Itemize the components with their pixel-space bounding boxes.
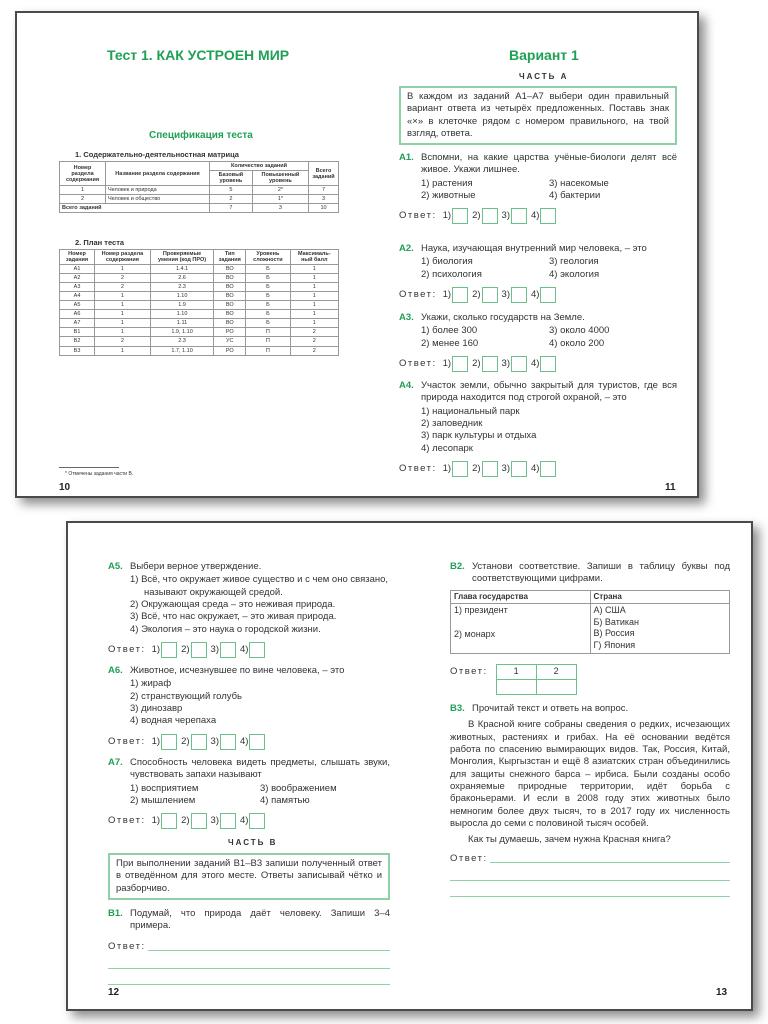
cell: А3	[60, 283, 95, 292]
cell: РО	[214, 328, 246, 337]
cell: 1.4.1	[150, 265, 214, 274]
option: 2) мышлением	[130, 795, 196, 807]
table-total-row	[60, 204, 339, 213]
answer-line-2[interactable]	[108, 968, 390, 969]
option: 4) экология	[549, 268, 600, 280]
question-number: А1.	[399, 152, 414, 163]
option: 4) бактерии	[549, 190, 601, 202]
answer-label: Ответ:	[399, 210, 437, 222]
question-number: А5.	[108, 561, 123, 572]
cell: А6	[60, 310, 95, 319]
answer-checkbox-4[interactable]	[249, 813, 265, 829]
cell: Человек и общество	[106, 195, 210, 204]
answer-checkbox-4[interactable]	[540, 461, 556, 477]
table-row	[60, 265, 339, 274]
table-row	[60, 283, 339, 292]
cell: 1	[290, 265, 338, 274]
answer-label: Ответ:	[399, 462, 437, 474]
cell: В3	[60, 346, 95, 355]
option-num: 1)	[442, 357, 452, 369]
option-num: 4)	[240, 643, 249, 655]
question-b3	[450, 703, 730, 897]
th-total: Всего заданий	[309, 162, 339, 186]
cell: Б	[246, 319, 290, 328]
option-num: 4)	[531, 288, 540, 300]
option-num: 1)	[442, 288, 452, 300]
option: 2) психология	[421, 268, 482, 280]
option-num: 3)	[501, 462, 510, 474]
question-a6	[108, 665, 390, 750]
cell: Б	[246, 301, 290, 310]
cell: Б	[246, 310, 290, 319]
option-num: 4)	[531, 210, 540, 222]
option: 1) растения	[421, 177, 473, 189]
th: Максималь-ный балл	[290, 250, 338, 265]
question-text: Вспомни, на какие царства учёные-биологи делят всё живое. Укажи лишнее.	[421, 152, 677, 176]
cell: 2	[95, 274, 151, 283]
page-number-13: 13	[716, 987, 728, 998]
cell: В2	[60, 337, 95, 346]
cell: 1	[95, 292, 151, 301]
page-number-12: 12	[108, 987, 120, 998]
cell: 2*	[252, 186, 308, 195]
answer-line-2[interactable]	[450, 880, 730, 881]
th: Уровень сложности	[246, 250, 290, 265]
option: 4) водная черепаха	[130, 715, 217, 727]
option-num: 1)	[442, 462, 452, 474]
option-num: 2)	[472, 288, 481, 300]
answer-checkbox-2[interactable]	[191, 734, 207, 750]
option-num: 2)	[472, 357, 481, 369]
page-13	[440, 523, 740, 1009]
question-number: А7.	[108, 757, 123, 768]
option-num: 4)	[240, 815, 249, 827]
th-section-name: Название раздела содержания	[106, 162, 210, 186]
page-number-10: 10	[59, 482, 71, 493]
question-text: Подумай, что природа даёт человеку. Запиши 3–4 примера.	[130, 908, 390, 932]
cell: 1	[290, 301, 338, 310]
answer-row-a7	[108, 813, 390, 829]
cell: ВО	[214, 283, 246, 292]
th-basic: Базовый уровень	[210, 171, 253, 186]
option: 1) более 300	[421, 325, 478, 337]
option: 4) около 200	[549, 337, 605, 349]
cell: 2.3	[150, 337, 214, 346]
answer-line-1[interactable]	[490, 862, 730, 863]
option: 4) Экология – это наука о городской жизни.	[130, 623, 321, 635]
answer-line-row	[108, 941, 390, 953]
cell: В1	[60, 328, 95, 337]
table-row	[60, 186, 339, 195]
match-item: 2) монарх	[454, 628, 496, 639]
answer-checkbox-1[interactable]	[452, 208, 468, 224]
cell: 2	[95, 283, 151, 292]
answer-checkbox-4[interactable]	[540, 287, 556, 303]
option-num: 1)	[151, 643, 161, 655]
cell: 2.3	[150, 283, 214, 292]
cell: 1.7, 1.10	[150, 346, 214, 355]
answer-checkbox-2[interactable]	[482, 461, 498, 477]
answer-checkbox-2[interactable]	[191, 813, 207, 829]
answer-label: Ответ:	[450, 665, 488, 677]
option: 4) лесопарк	[421, 442, 473, 454]
option: 3) около 4000	[549, 325, 610, 337]
question-a3	[399, 312, 677, 372]
answer-checkbox-1[interactable]	[452, 461, 468, 477]
question-number: В3.	[450, 703, 465, 714]
th-country: Страна	[590, 590, 730, 603]
option: 2) менее 160	[421, 337, 479, 349]
match-item: Г) Япония	[593, 640, 636, 651]
option: 1) биология	[421, 256, 473, 268]
answer-checkbox-3[interactable]	[511, 461, 527, 477]
th-count: Количество заданий	[210, 162, 309, 171]
question-a2	[399, 243, 677, 303]
table-row	[60, 346, 339, 355]
cell: ВО	[214, 319, 246, 328]
cell: 7	[309, 186, 339, 195]
th: Номер раздела содержания	[95, 250, 151, 265]
spec-title: Спецификация теста	[149, 130, 253, 141]
footnote-divider	[59, 467, 119, 468]
answer-checkbox-2[interactable]	[482, 356, 498, 372]
th-head-of-state: Глава государства	[451, 590, 591, 603]
table-row	[60, 328, 339, 337]
cell: 5	[210, 186, 253, 195]
question-b1	[108, 908, 390, 985]
option-num: 2)	[181, 735, 190, 747]
question-text: Наука, изучающая внутренний мир человека, – это	[421, 243, 647, 254]
cell: А5	[60, 301, 95, 310]
question-number: А4.	[399, 380, 414, 391]
question-text: Участок земли, обычно закрытый для туристов, где вся природа находится под строгой охраной, – это	[421, 380, 677, 404]
cell: ВО	[214, 265, 246, 274]
option-num: 3)	[501, 288, 510, 300]
cell: Б	[246, 292, 290, 301]
footnote: * Отмечены задания части В.	[65, 471, 134, 477]
cell: 2	[290, 346, 338, 355]
answer-line-3[interactable]	[450, 896, 730, 897]
option: 3) насекомые	[549, 177, 609, 189]
question-number: В1.	[108, 908, 123, 919]
table-row	[60, 274, 339, 283]
answer-checkbox-4[interactable]	[249, 642, 265, 658]
cell: 1	[290, 292, 338, 301]
answer-checkbox-1[interactable]	[161, 813, 177, 829]
table-row	[60, 319, 339, 328]
option: 3) парк культуры и отдыха	[421, 430, 537, 442]
plan-title: 2. План теста	[75, 238, 125, 247]
question-a1	[399, 152, 677, 224]
cell: 1.10	[150, 310, 214, 319]
cell: 7	[210, 204, 253, 213]
match-item: Б) Ватикан	[593, 616, 639, 627]
question-number: А2.	[399, 243, 414, 254]
cell: 1.9, 1.10	[150, 328, 214, 337]
option-num: 2)	[472, 462, 481, 474]
cell: П	[246, 346, 290, 355]
question-a7	[108, 757, 390, 829]
cell: 1	[290, 283, 338, 292]
match-item: А) США	[593, 605, 626, 616]
option: 2) Окружающая среда – это неживая природа.	[130, 599, 336, 611]
cell: Б	[246, 274, 290, 283]
table-row	[60, 292, 339, 301]
option-num: 4)	[240, 735, 249, 747]
cell: УС	[214, 337, 246, 346]
cell: ВО	[214, 292, 246, 301]
answer-checkbox-4[interactable]	[540, 208, 556, 224]
cell: П	[246, 328, 290, 337]
answer-checkbox-1[interactable]	[161, 734, 177, 750]
question-text: Укажи, сколько государств на Земле.	[421, 312, 585, 323]
cell: 1	[290, 319, 338, 328]
table-row	[60, 195, 339, 204]
cell: Б	[246, 283, 290, 292]
cell: П	[246, 337, 290, 346]
question-text: Животное, исчезнувшее по вине человека, – это	[130, 665, 345, 676]
table-row	[60, 310, 339, 319]
option: 1) национальный парк	[421, 405, 520, 417]
cell: А7	[60, 319, 95, 328]
th: Номер задания	[60, 250, 95, 265]
question-b2	[450, 561, 730, 695]
cell: 2	[95, 337, 151, 346]
cell: 1.11	[150, 319, 214, 328]
table-row	[60, 337, 339, 346]
cell: Б	[246, 265, 290, 274]
question-a5	[108, 561, 390, 658]
instruction-box-b: При выполнении заданий В1–В3 запиши полученный ответ в отведённом для этого месте. Ответы записывай чётко и разборчиво.	[108, 853, 390, 900]
answer-checkbox-3[interactable]	[220, 642, 236, 658]
question-text: Прочитай текст и ответь на вопрос.	[472, 703, 629, 714]
th-advanced: Повышенный уровень	[252, 171, 308, 186]
answer-grid	[496, 664, 577, 695]
question-number: А3.	[399, 312, 414, 323]
answer-checkbox-3[interactable]	[220, 813, 236, 829]
answer-grid-cell-2[interactable]	[536, 679, 576, 694]
cell: 2	[290, 328, 338, 337]
option-num: 1)	[151, 735, 161, 747]
answer-grid-header: 2	[536, 664, 576, 679]
reading-passage: В Красной книге собраны сведения о редких, исчезающих животных, растениях и грибах. На её основании ведётся работа по спасению вымирающих видов. Так, Россия, Китай, Монголия, Кыргызстан и ещё 8 азиатских стран объединились для защиты снежного барса – ирбиса. Были созданы особо охраняемые природные территории, идёт борьба с браконьерами. И если в 2008 году этих животных было немногим более двух тысяч, то в 2017 году их численность выросла до семи с половиной тысяч особей.	[450, 719, 730, 830]
th-section-num: Номер раздела содержания	[60, 162, 106, 186]
option: 1) восприятием	[130, 782, 199, 794]
cell: 1	[95, 346, 151, 355]
matching-table	[450, 590, 730, 654]
answer-grid-cell-1[interactable]	[496, 679, 536, 694]
part-b-label: ЧАСТЬ В	[228, 838, 278, 847]
th: Проверяемые умения (код ПРО)	[150, 250, 214, 265]
cell: 2	[290, 337, 338, 346]
cell: А4	[60, 292, 95, 301]
cell: 1	[95, 301, 151, 310]
option-num: 3)	[210, 735, 219, 747]
answer-checkbox-4[interactable]	[249, 734, 265, 750]
answer-label: Ответ:	[399, 288, 437, 300]
answer-label: Ответ:	[108, 940, 146, 952]
part-a-label: ЧАСТЬ А	[519, 72, 569, 81]
spread-pages-12-13	[66, 521, 753, 1011]
cell: 1	[290, 274, 338, 283]
answer-grid-header: 1	[496, 664, 536, 679]
option: 3) воображением	[260, 782, 337, 794]
match-item: 1) президент	[454, 605, 508, 616]
answer-checkbox-3[interactable]	[511, 287, 527, 303]
answer-label: Ответ:	[450, 852, 488, 864]
option: 3) динозавр	[130, 703, 183, 715]
answer-row-a6	[108, 734, 390, 750]
cell: 3	[252, 204, 308, 213]
option-num: 4)	[531, 357, 540, 369]
cell: 1.10	[150, 292, 214, 301]
answer-checkbox-2[interactable]	[482, 208, 498, 224]
option: 4) памятью	[260, 795, 310, 807]
question-text: Установи соответствие. Запиши в таблицу буквы под соответствующими цифрами.	[472, 561, 730, 585]
question-number: В2.	[450, 561, 465, 572]
cell: А2	[60, 274, 95, 283]
option-num: 2)	[472, 210, 481, 222]
answer-checkbox-1[interactable]	[452, 356, 468, 372]
answer-grid-row	[450, 664, 730, 695]
table-header-row	[60, 250, 339, 265]
cell: 2	[210, 195, 253, 204]
cell: 3	[309, 195, 339, 204]
match-item: В) Россия	[593, 628, 635, 639]
answer-checkbox-2[interactable]	[191, 642, 207, 658]
cell: А1	[60, 265, 95, 274]
cell: ВО	[214, 310, 246, 319]
cell: ВО	[214, 274, 246, 283]
answer-checkbox-1[interactable]	[452, 287, 468, 303]
answer-checkbox-2[interactable]	[482, 287, 498, 303]
option-num: 2)	[181, 643, 190, 655]
option-num: 1)	[151, 815, 161, 827]
answer-label: Ответ:	[108, 735, 146, 747]
answer-line-3[interactable]	[108, 984, 390, 985]
answer-checkbox-1[interactable]	[161, 642, 177, 658]
reading-question: Как ты думаешь, зачем нужна Красная книга?	[468, 834, 671, 846]
answer-row-a4	[399, 461, 677, 477]
cell: РО	[214, 346, 246, 355]
answer-checkbox-4[interactable]	[540, 356, 556, 372]
cell: 1	[95, 319, 151, 328]
variant-title: Вариант 1	[509, 47, 579, 63]
question-a4	[399, 380, 677, 477]
option-num: 3)	[210, 643, 219, 655]
cell: 2.6	[150, 274, 214, 283]
cell: 2	[60, 195, 106, 204]
cell: 1	[95, 265, 151, 274]
cell: ВО	[214, 301, 246, 310]
option: 1) Всё, что окружает живое существо и с чем оно связано, называют окружающей средой.	[130, 574, 389, 598]
cell: Всего заданий	[60, 204, 210, 213]
question-text: Выбери верное утверждение.	[130, 561, 262, 572]
option-num: 3)	[501, 210, 510, 222]
answer-row-a1	[399, 208, 677, 224]
option: 2) странствующий голубь	[130, 690, 243, 702]
option-num: 3)	[210, 815, 219, 827]
option: 2) животные	[421, 190, 476, 202]
spread-pages-10-11	[15, 11, 699, 498]
content-matrix-table	[59, 161, 339, 213]
option-num: 4)	[531, 462, 540, 474]
cell: 10	[309, 204, 339, 213]
answer-checkbox-3[interactable]	[220, 734, 236, 750]
answer-label: Ответ:	[108, 643, 146, 655]
answer-label: Ответ:	[108, 815, 146, 827]
option: 1) жираф	[130, 678, 172, 690]
option-num: 1)	[442, 210, 452, 222]
cell: 1.9	[150, 301, 214, 310]
cell: 1	[95, 310, 151, 319]
cell: 1*	[252, 195, 308, 204]
answer-checkbox-3[interactable]	[511, 208, 527, 224]
answer-line-row	[450, 853, 730, 865]
test-title: Тест 1. КАК УСТРОЕН МИР	[107, 47, 290, 63]
matrix-title: 1. Содержательно-деятельностная матрица	[75, 150, 239, 159]
page-10	[17, 13, 377, 496]
page-number-11: 11	[665, 482, 676, 493]
instruction-box-a: В каждом из заданий А1–А7 выбери один правильный вариант ответа из четырёх предложенных. Поставь знак «×» в клеточке рядом с номером правильного, на твой взгляд, ответа.	[399, 86, 677, 145]
option: 2) заповедник	[421, 418, 483, 430]
option: 3) геология	[549, 256, 599, 268]
question-text: Способность человека видеть предметы, слышать звуки, чувствовать запахи называют	[130, 757, 390, 781]
cell: 1	[60, 186, 106, 195]
answer-label: Ответ:	[399, 357, 437, 369]
page-11	[387, 13, 687, 496]
answer-row-a5	[108, 642, 390, 658]
question-number: А6.	[108, 665, 123, 676]
page-12	[68, 523, 408, 1009]
option: 3) Всё, что нас окружает, – это живая природа.	[130, 611, 337, 623]
table-row	[60, 301, 339, 310]
cell: Человек и природа	[106, 186, 210, 195]
answer-checkbox-3[interactable]	[511, 356, 527, 372]
th: Тип задания	[214, 250, 246, 265]
option-num: 3)	[501, 357, 510, 369]
answer-line-1[interactable]	[148, 950, 390, 951]
test-plan-table	[59, 249, 339, 356]
cell: 1	[290, 310, 338, 319]
cell: 1	[95, 328, 151, 337]
option-num: 2)	[181, 815, 190, 827]
answer-row-a3	[399, 356, 677, 372]
answer-row-a2	[399, 287, 677, 303]
